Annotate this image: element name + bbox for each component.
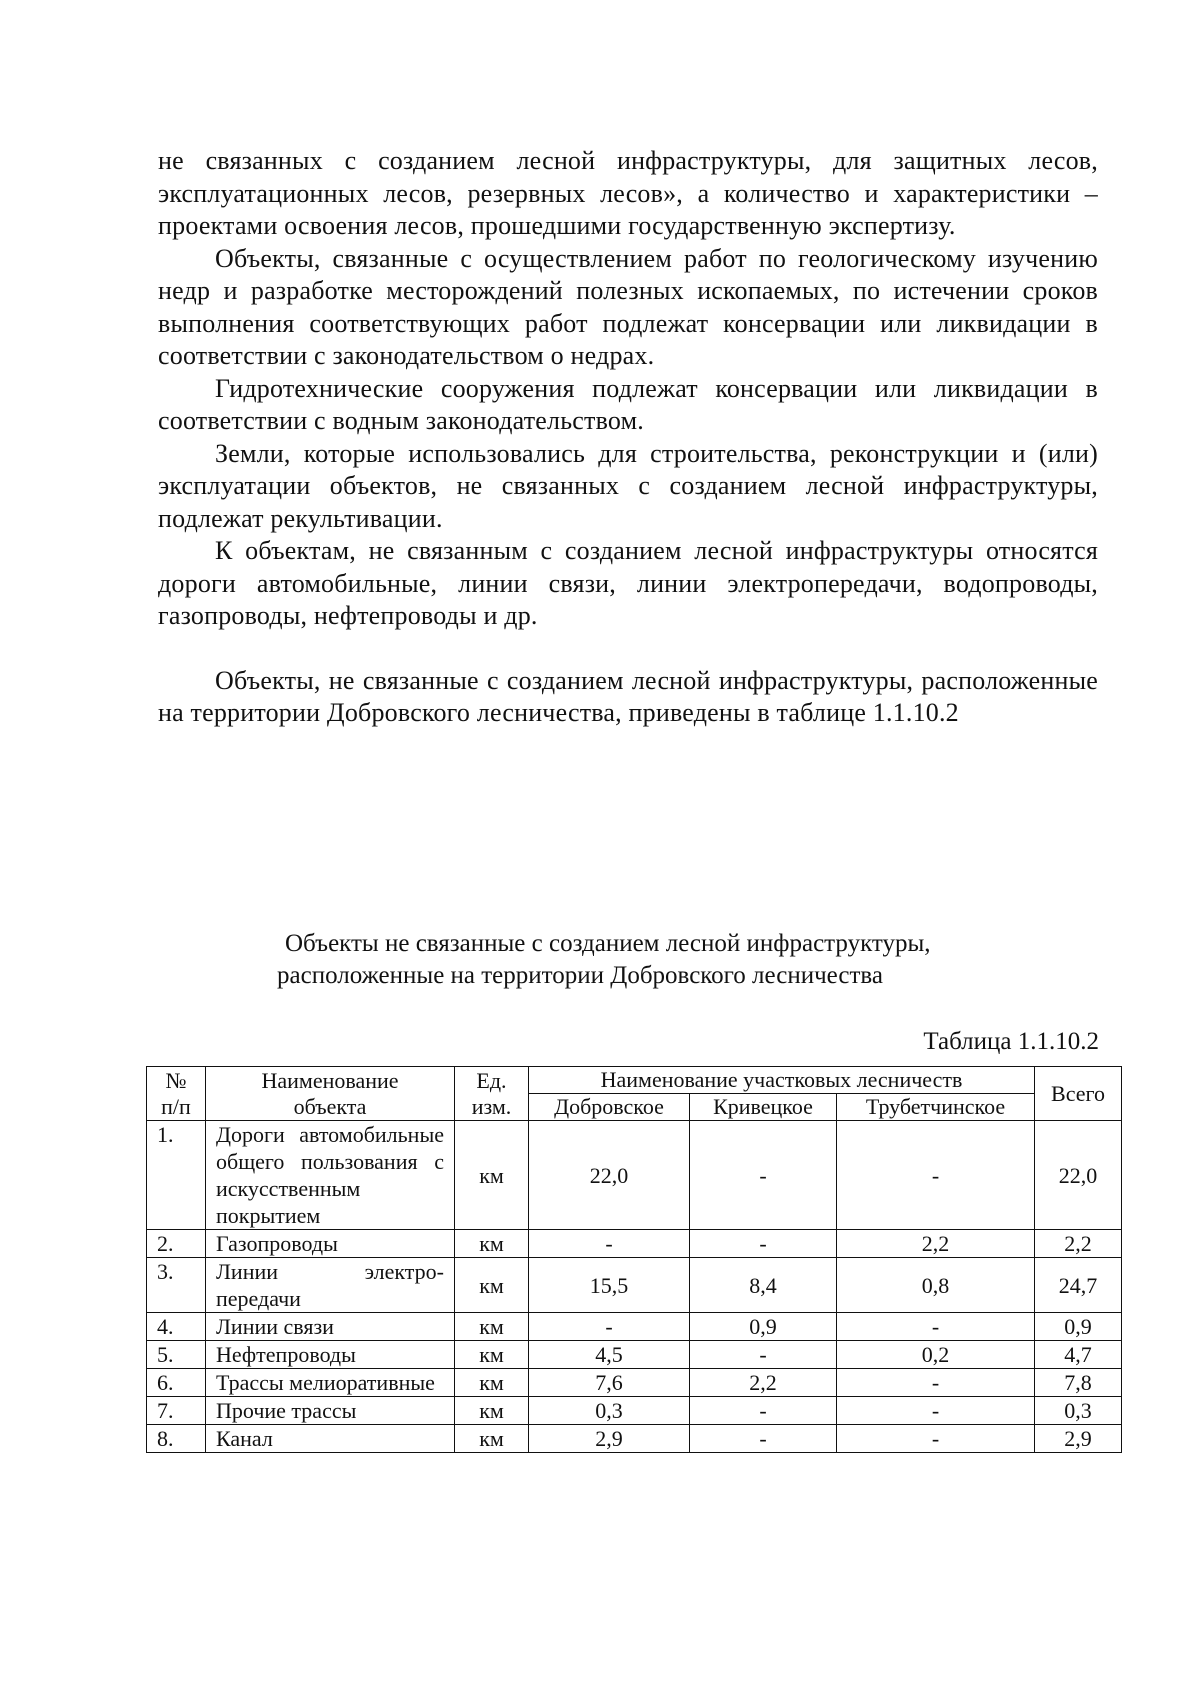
row-num: 7. [147,1397,206,1425]
row-num: 8. [147,1425,206,1453]
caption-line-1: Объекты не связанные с созданием лесной инфраструктуры, [285,930,931,957]
header-unit-line-2: изм. [471,1093,512,1119]
row-total-value: 24,7 [1035,1258,1122,1313]
row-total-value: 2,2 [1035,1230,1122,1258]
row-num: 5. [147,1341,206,1369]
table-row [147,1369,1122,1397]
row-num: 2. [147,1230,206,1258]
row-object-name: Линии связи [206,1313,455,1341]
row-dobrovskoe-value: 7,6 [529,1369,690,1397]
table-caption [277,928,1085,992]
row-total-value: 0,9 [1035,1313,1122,1341]
table-number-label: Таблица 1.1.10.2 [923,1028,1099,1055]
row-num: 4. [147,1313,206,1341]
table-row [147,1121,1122,1230]
row-unit: км [455,1121,529,1230]
row-krivetskoe-value: 2,2 [690,1369,837,1397]
caption-line-2: расположенные на территории Добровского лесничества [277,962,883,989]
row-trubetchinskoe-value: - [837,1397,1035,1425]
header-dobrovskoe: Добровское [529,1094,690,1121]
row-krivetskoe-value: - [690,1425,837,1453]
row-trubetchinskoe-value: - [837,1369,1035,1397]
header-trubetchinskoe: Трубетчинское [837,1094,1035,1121]
table-row [147,1425,1122,1453]
table-row [147,1397,1122,1425]
row-unit: км [455,1230,529,1258]
row-unit: км [455,1397,529,1425]
paragraph-lands: Земли, которые использовались для строительства, реконструкции и (или) эксплуатации объектов, не связанных с созданием лесной инфраструктуры, подлежат рекультивации. [158,438,1098,533]
row-trubetchinskoe-value: 2,2 [837,1230,1035,1258]
row-trubetchinskoe-value: 0,2 [837,1341,1035,1369]
header-name [206,1067,455,1121]
table-row [147,1258,1122,1313]
header-unit [455,1067,529,1121]
row-unit: км [455,1258,529,1313]
row-num: 6. [147,1369,206,1397]
header-num-line-1: № [165,1067,187,1093]
row-total-value: 22,0 [1035,1121,1122,1230]
row-num: 1. [147,1121,206,1230]
table-row [147,1341,1122,1369]
objects-table [146,1066,1122,1453]
row-dobrovskoe-value: 15,5 [529,1258,690,1313]
row-unit: км [455,1341,529,1369]
header-total: Всего [1035,1067,1122,1121]
paragraph-geology: Объекты, связанные с осуществлением работ по геологическому изучению недр и разработке месторождений полезных ископаемых, по истечении сроков выполнения соответствующих работ подлежат консервации или ликвидации в соответствии с законодательством о недрах. [158,243,1098,370]
row-object-name: Канал [206,1425,455,1453]
header-name-line-1: Наименование [261,1067,399,1093]
row-krivetskoe-value: - [690,1230,837,1258]
row-trubetchinskoe-value: 0,8 [837,1258,1035,1313]
row-total-value: 2,9 [1035,1425,1122,1453]
header-name-line-2: объекта [293,1093,367,1119]
row-total-value: 7,8 [1035,1369,1122,1397]
paragraph-continuation: не связанных с созданием лесной инфраструктуры, для защитных лесов, эксплуатационных лесов, резервных лесов», а количество и характеристики – проектами освоения лесов, прошедшими государственную экспертизу. [158,146,1098,240]
header-forestry-group: Наименование участковых лесничеств [529,1067,1035,1094]
row-krivetskoe-value: 0,9 [690,1313,837,1341]
paragraph-table-reference: Объекты, не связанные с созданием лесной инфраструктуры, расположенные на территории Добровского лесничества, приведены в таблице 1.1.10.2 [158,665,1098,727]
row-krivetskoe-value: - [690,1341,837,1369]
row-total-value: 4,7 [1035,1341,1122,1369]
row-object-name: Газопроводы [206,1230,455,1258]
header-num-line-2: п/п [161,1093,191,1119]
table-body [147,1121,1122,1453]
row-dobrovskoe-value: - [529,1230,690,1258]
row-dobrovskoe-value: 4,5 [529,1341,690,1369]
table-row [147,1230,1122,1258]
table-header-row [147,1067,1122,1094]
body-text [158,145,1098,730]
row-unit: км [455,1425,529,1453]
paragraph-hydro: Гидротехнические сооружения подлежат консервации или ликвидации в соответствии с водным законодательством. [158,373,1098,435]
row-krivetskoe-value: - [690,1397,837,1425]
row-unit: км [455,1369,529,1397]
row-trubetchinskoe-value: - [837,1313,1035,1341]
row-krivetskoe-value: - [690,1121,837,1230]
row-trubetchinskoe-value: - [837,1121,1035,1230]
row-unit: км [455,1313,529,1341]
row-krivetskoe-value: 8,4 [690,1258,837,1313]
row-trubetchinskoe-value: - [837,1425,1035,1453]
row-object-name: Трассы мелиоративные [206,1369,455,1397]
header-num [147,1067,206,1121]
row-object-name: Дороги автомобильные общего пользования с искусственным покрытием [206,1121,455,1230]
table-row [147,1313,1122,1341]
header-krivetskoe: Кривецкое [690,1094,837,1121]
row-dobrovskoe-value: 0,3 [529,1397,690,1425]
row-dobrovskoe-value: 22,0 [529,1121,690,1230]
row-object-name: Линии электро-передачи [206,1258,455,1313]
paragraph-objects-list: К объектам, не связанным с созданием лесной инфраструктуры относятся дороги автомобильные, линии связи, линии электропередачи, водопроводы, газопроводы, нефтепроводы и др. [158,536,1098,630]
row-object-name: Нефтепроводы [206,1341,455,1369]
header-unit-line-1: Ед. [476,1067,507,1093]
row-total-value: 0,3 [1035,1397,1122,1425]
row-dobrovskoe-value: 2,9 [529,1425,690,1453]
row-object-name: Прочие трассы [206,1397,455,1425]
row-num: 3. [147,1258,206,1313]
row-dobrovskoe-value: - [529,1313,690,1341]
